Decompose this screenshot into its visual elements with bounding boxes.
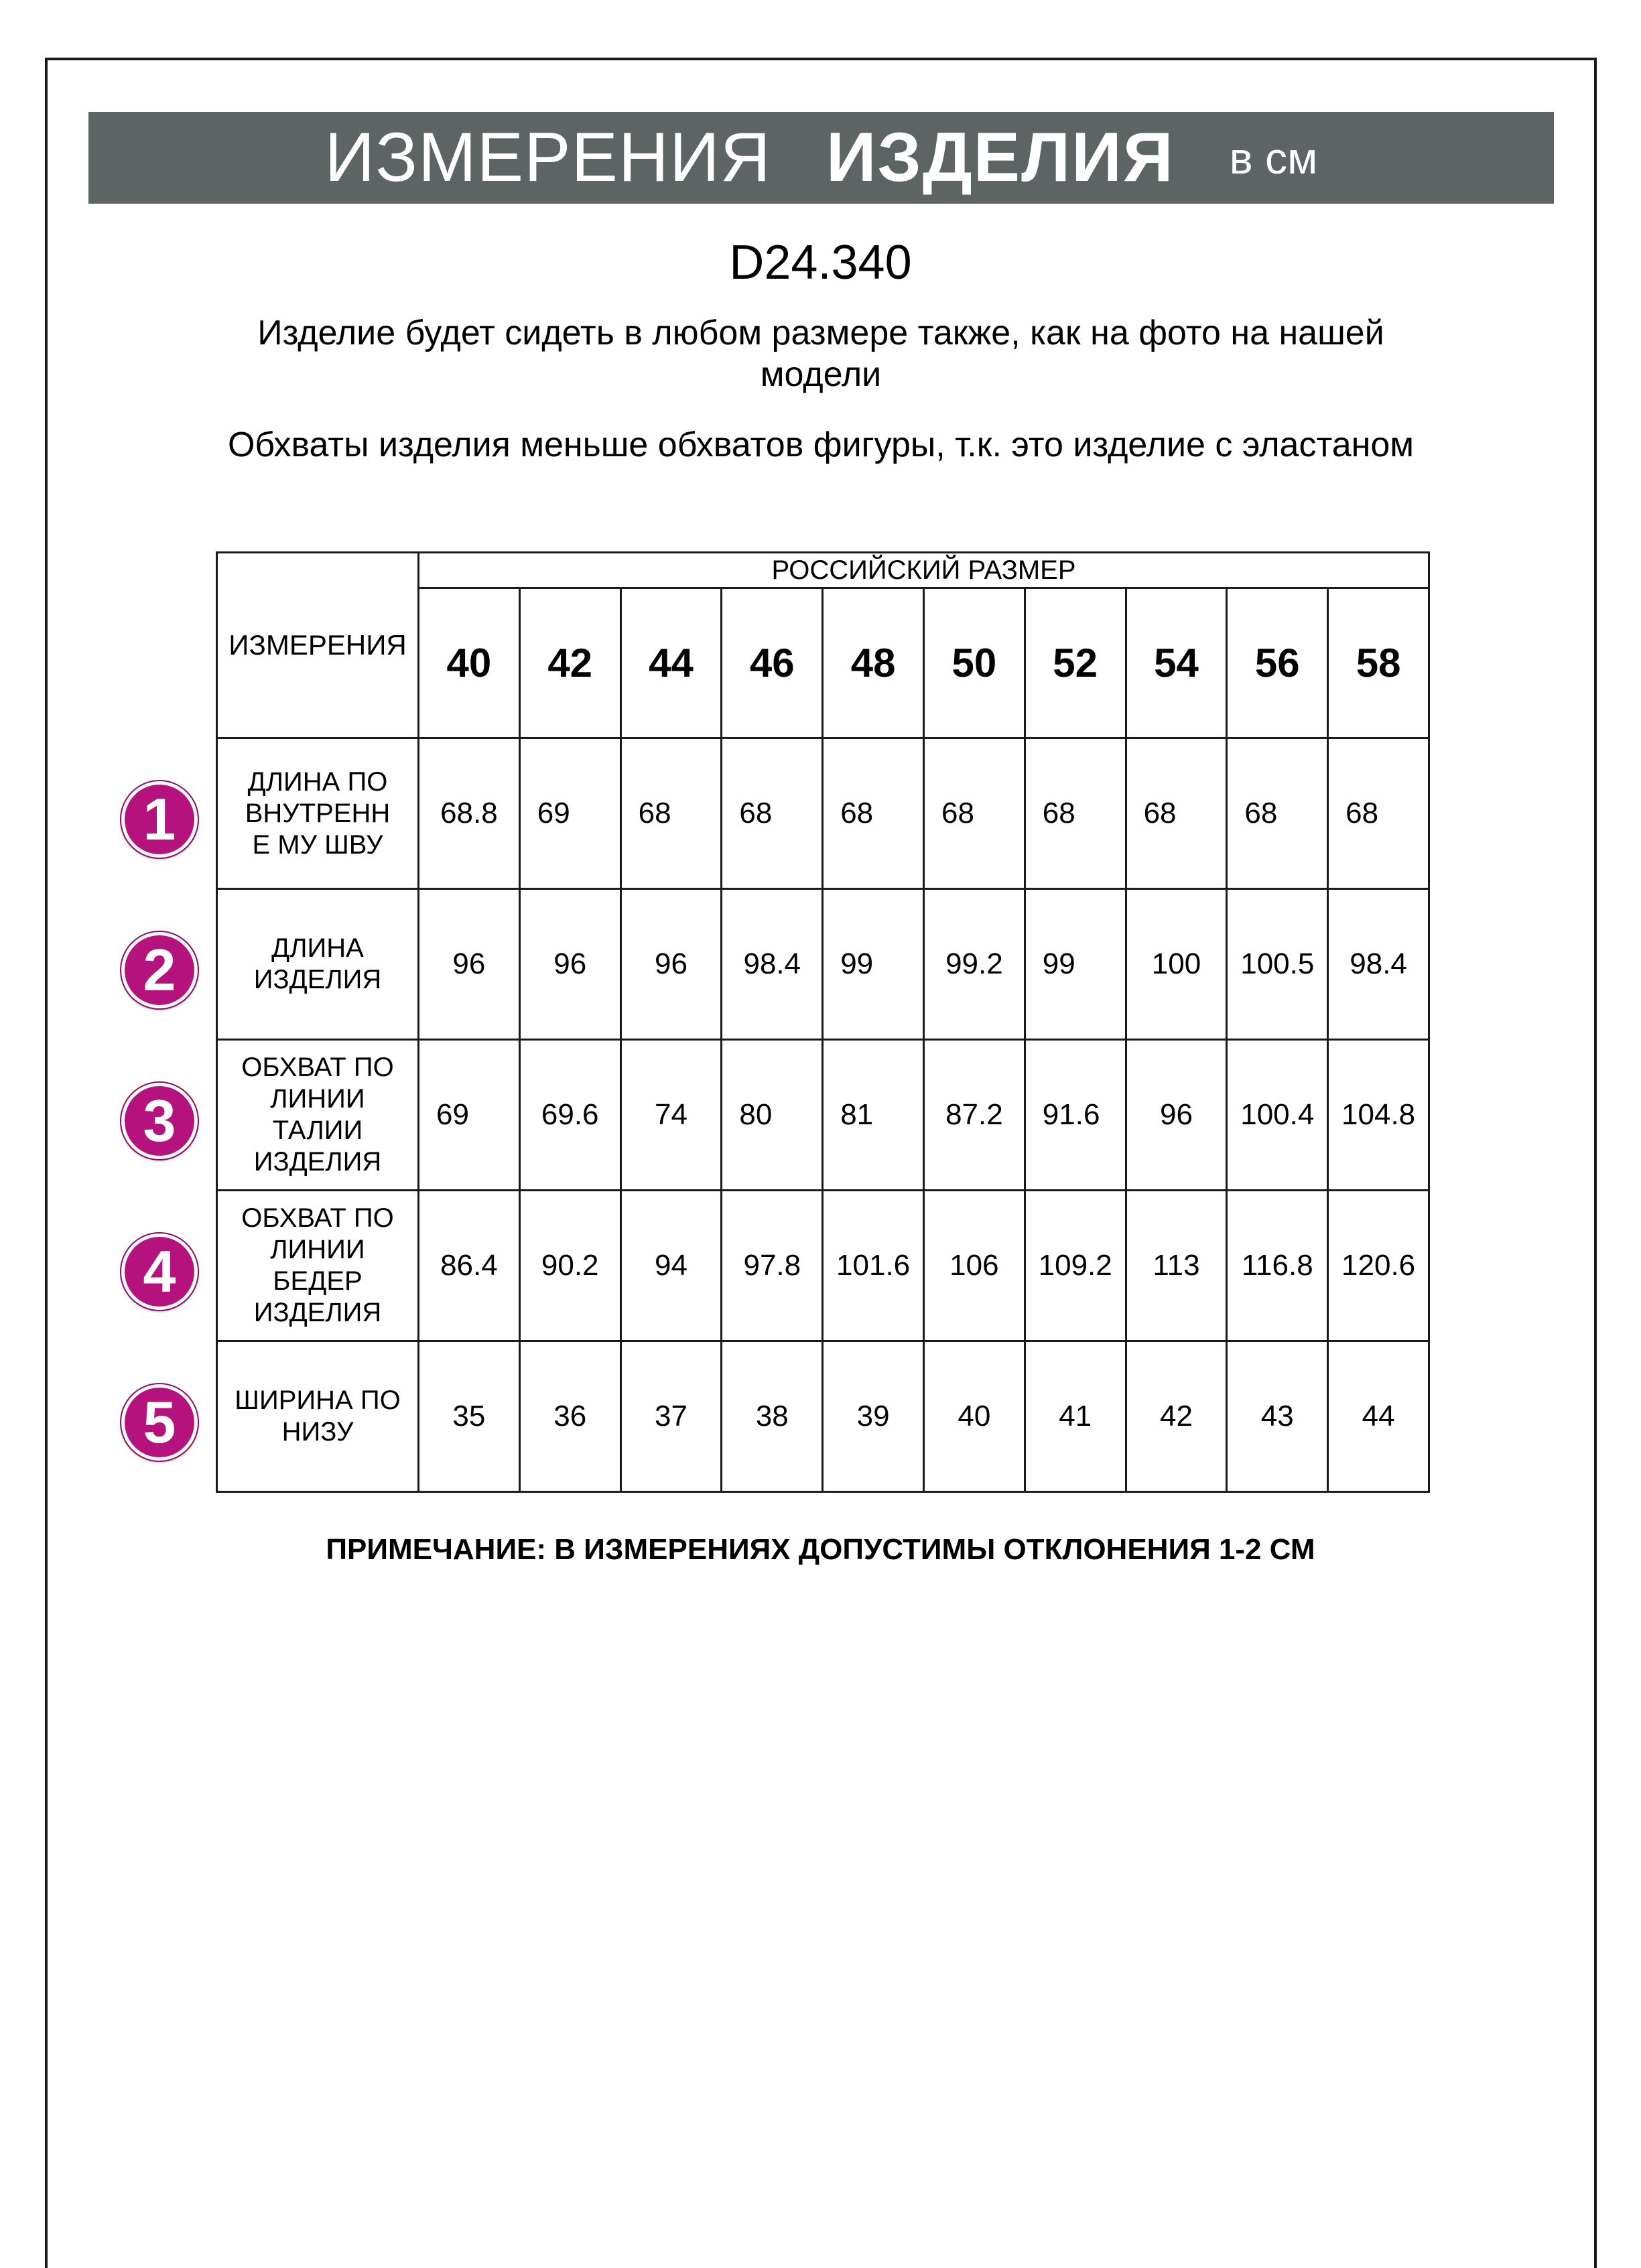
- value-cell: 68: [823, 738, 924, 889]
- size-50: 50: [923, 588, 1025, 738]
- label-line: ОБХВАТ ПО: [241, 1203, 394, 1233]
- size-48: 48: [823, 588, 924, 738]
- label-line: ДЛИНА: [271, 933, 364, 963]
- value-cell: 44: [1328, 1341, 1429, 1492]
- measurement-number-badge: 1: [121, 781, 198, 858]
- value-cell: 69.6: [519, 1040, 620, 1191]
- label-line: ОБХВАТ ПО: [241, 1053, 394, 1082]
- table-row: [217, 738, 1429, 889]
- label-line: Е МУ ШВУ: [252, 829, 383, 860]
- title-regular: ИЗМЕРЕНИЯ: [324, 119, 771, 196]
- measurement-label: [217, 1341, 419, 1492]
- label-line: БЕДЕР: [273, 1266, 363, 1296]
- value-cell: 94: [620, 1191, 722, 1341]
- value-cell: 68: [1126, 738, 1227, 889]
- value-cell: 69: [419, 1040, 520, 1191]
- value-cell: 40: [923, 1341, 1025, 1492]
- value-cell: 86.4: [419, 1191, 520, 1341]
- value-cell: 74: [620, 1040, 722, 1191]
- measurement-number-badge: 2: [121, 932, 198, 1008]
- value-cell: 99: [823, 889, 924, 1040]
- value-cell: 116.8: [1227, 1191, 1328, 1341]
- value-cell: 68: [1025, 738, 1126, 889]
- size-56: 56: [1227, 588, 1328, 738]
- value-cell: 80: [722, 1040, 823, 1191]
- size-46: 46: [722, 588, 823, 738]
- size-40: 40: [419, 588, 520, 738]
- value-cell: 97.8: [722, 1191, 823, 1341]
- value-cell: 68: [923, 738, 1025, 889]
- value-cell: 87.2: [923, 1040, 1025, 1191]
- value-cell: 38: [722, 1341, 823, 1492]
- value-cell: 113: [1126, 1191, 1227, 1341]
- value-cell: 109.2: [1025, 1191, 1126, 1341]
- value-cell: 101.6: [823, 1191, 924, 1341]
- value-cell: 96: [519, 889, 620, 1040]
- size-44: 44: [620, 588, 722, 738]
- value-cell: 98.4: [1328, 889, 1429, 1040]
- size-58: 58: [1328, 588, 1429, 738]
- size-42: 42: [519, 588, 620, 738]
- table-row: [217, 1191, 1429, 1341]
- label-line: ИЗДЕЛИЯ: [253, 1147, 382, 1177]
- value-cell: 96: [620, 889, 722, 1040]
- value-cell: 99.2: [923, 889, 1025, 1040]
- value-cell: 99: [1025, 889, 1126, 1040]
- value-cell: 43: [1227, 1341, 1328, 1492]
- value-cell: 69: [519, 738, 620, 889]
- title-bold: ИЗДЕЛИЯ: [826, 119, 1175, 196]
- value-cell: 90.2: [519, 1191, 620, 1341]
- size-table: [216, 551, 1430, 1493]
- value-cell: 91.6: [1025, 1040, 1126, 1191]
- label-line: ИЗДЕЛИЯ: [253, 965, 382, 994]
- label-line: НИЗУ: [281, 1417, 354, 1447]
- fit-note: Изделие будет сидеть в любом размере также, как на фото на нашей модели: [257, 314, 1384, 394]
- value-cell: 35: [419, 1341, 520, 1492]
- value-cell: 98.4: [722, 889, 823, 1040]
- value-cell: 100: [1126, 889, 1227, 1040]
- label-line: ТАЛИИ: [272, 1116, 363, 1145]
- measurement-number-badge: 4: [121, 1233, 198, 1310]
- measurement-number-badge: 3: [121, 1083, 198, 1159]
- russian-size-header: РОССИЙСКИЙ РАЗМЕР: [419, 553, 1429, 588]
- tolerance-note: ПРИМЕЧАНИЕ: В ИЗМЕРЕНИЯХ ДОПУСТИМЫ ОТКЛОНЕНИЯ 1-2 СМ: [326, 1533, 1315, 1566]
- title-unit: в см: [1229, 133, 1318, 183]
- label-line: ШИРИНА ПО: [235, 1386, 401, 1415]
- value-cell: 81: [823, 1040, 924, 1191]
- measurements-header: ИЗМЕРЕНИЯ: [217, 553, 419, 738]
- value-cell: 68: [1328, 738, 1429, 889]
- measurement-label: [217, 1040, 419, 1191]
- title-banner: [88, 112, 1554, 204]
- size-52: 52: [1025, 588, 1126, 738]
- value-cell: 68: [1227, 738, 1328, 889]
- value-cell: 41: [1025, 1341, 1126, 1492]
- measurement-label: [217, 738, 419, 889]
- value-cell: 68.8: [419, 738, 520, 889]
- value-cell: 39: [823, 1341, 924, 1492]
- value-cell: 96: [1126, 1040, 1227, 1191]
- value-cell: 68: [722, 738, 823, 889]
- measurement-label: [217, 1191, 419, 1341]
- size-54: 54: [1126, 588, 1227, 738]
- label-line: ЛИНИИ: [270, 1084, 365, 1114]
- value-cell: 42: [1126, 1341, 1227, 1492]
- value-cell: 68: [620, 738, 722, 889]
- value-cell: 104.8: [1328, 1040, 1429, 1191]
- table-row: [217, 889, 1429, 1040]
- value-cell: 36: [519, 1341, 620, 1492]
- elastane-note: Обхваты изделия меньше обхватов фигуры, т.к. это изделие с эластаном: [227, 425, 1415, 464]
- value-cell: 100.5: [1227, 889, 1328, 1040]
- value-cell: 100.4: [1227, 1040, 1328, 1191]
- measurement-number-badge: 5: [121, 1384, 198, 1461]
- value-cell: 37: [620, 1341, 722, 1492]
- table-row: [217, 1341, 1429, 1492]
- measurement-label: [217, 889, 419, 1040]
- label-line: ДЛИНА ПО: [247, 766, 388, 797]
- table-row: [217, 1040, 1429, 1191]
- value-cell: 120.6: [1328, 1191, 1429, 1341]
- label-line: ИЗДЕЛИЯ: [253, 1298, 382, 1327]
- article-number: D24.340: [729, 236, 912, 289]
- value-cell: 106: [923, 1191, 1025, 1341]
- value-cell: 96: [419, 889, 520, 1040]
- label-line: ВНУТРЕНН: [245, 798, 391, 828]
- label-line: ЛИНИИ: [270, 1235, 365, 1264]
